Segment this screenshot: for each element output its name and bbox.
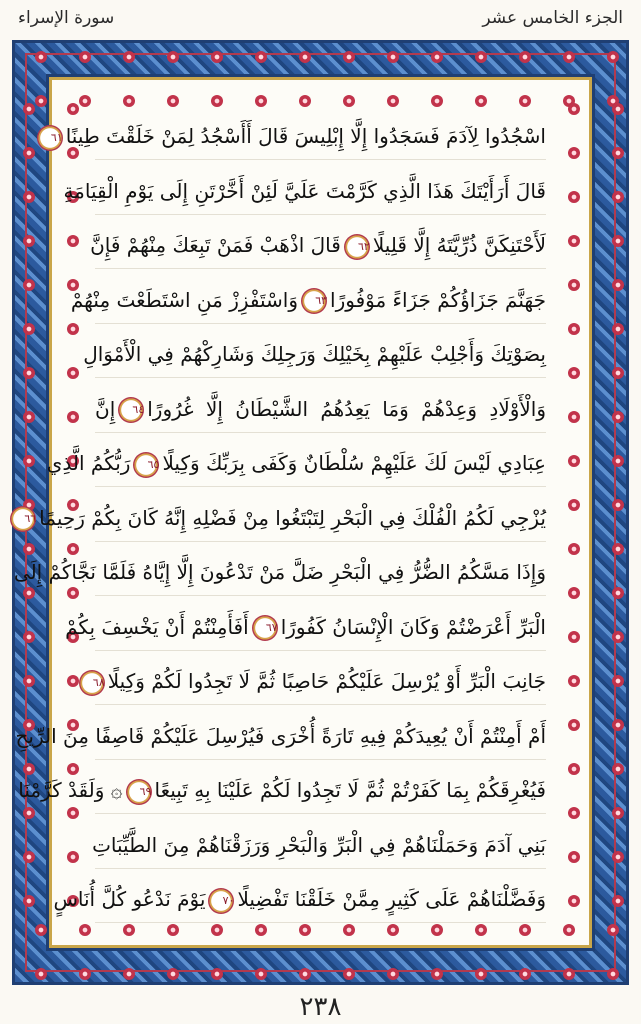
quran-text [13,113,546,933]
border-flower-ornament [612,279,624,291]
border-flower-ornament [568,455,580,467]
border-flower-ornament [23,895,35,907]
border-flower-ornament [519,95,531,107]
ayah-number-marker: ٦٩ [126,779,152,805]
verse-text: عِبَادِي لَيْسَ لَكَ عَلَيْهِمْ سُلْطَانٌ وَكَفَى بِرَبِّكَ وَكِيلًا [162,451,546,475]
border-flower-ornament [23,367,35,379]
text-line [63,168,546,215]
border-flower-ornament [67,235,79,247]
border-flower-ornament [23,235,35,247]
text-line [53,876,546,923]
border-flower-ornament [607,51,619,63]
border-flower-ornament [563,924,575,936]
ayah-number-marker: ٦٥ [133,452,159,478]
border-flower-ornament [568,587,580,599]
border-flower-ornament [123,95,135,107]
verse-text: جَانِبَ الْبَرِّ أَوْ يُرْسِلَ عَلَيْكُمْ حَاصِبًا ثُمَّ لَا تَجِدُوا لَكُمْ وَكِيلًا [107,669,546,693]
border-flower-ornament [607,924,619,936]
border-flower-ornament [612,543,624,555]
text-line [15,713,546,760]
border-flower-ornament [167,95,179,107]
border-flower-ornament [612,323,624,335]
border-flower-ornament [211,51,223,63]
verse-text: يَوْمَ نَدْعُو كُلَّ أُنَاسٍ [53,887,206,911]
border-flower-ornament [23,675,35,687]
border-flower-ornament [255,95,267,107]
verse-text: وَفَضَّلْنَاهُمْ عَلَى كَثِيرٍ مِمَّنْ خَلَقْنَا تَفْضِيلًا [237,887,546,911]
border-flower-ornament [612,719,624,731]
border-flower-ornament [35,95,47,107]
border-flower-ornament [519,51,531,63]
border-flower-ornament [612,147,624,159]
border-flower-ornament [612,411,624,423]
border-flower-ornament [211,95,223,107]
border-flower-ornament [568,147,580,159]
verse-text: جَهَنَّمَ جَزَاؤُكُمْ جَزَاءً مَوْفُورًا [330,287,546,312]
border-flower-ornament [79,51,91,63]
border-flower-ornament [568,631,580,643]
border-flower-ornament [563,968,575,980]
border-flower-ornament [23,455,35,467]
border-flower-ornament [299,51,311,63]
ayah-number-marker: ٦١ [37,125,63,151]
ayah-number-marker: ٧٠ [208,888,234,914]
border-flower-ornament [475,968,487,980]
border-flower-ornament [568,851,580,863]
border-flower-ornament [431,95,443,107]
border-flower-ornament [255,51,267,63]
border-flower-ornament [612,895,624,907]
border-flower-ornament [387,51,399,63]
border-flower-ornament [568,323,580,335]
verse-text: بِصَوْتِكَ وَأَجْلِبْ عَلَيْهِمْ بِخَيْلِكَ وَرَجِلِكَ وَشَارِكْهُمْ فِي الْأَمْوَالِ [83,342,546,366]
border-flower-ornament [568,499,580,511]
border-flower-ornament [612,367,624,379]
border-flower-ornament [612,807,624,819]
border-flower-ornament [568,367,580,379]
page-number: ٢٣٨ [299,992,342,1022]
border-flower-ornament [387,95,399,107]
border-flower-ornament [67,367,79,379]
ayah-number-marker: ٦٣ [301,288,327,314]
verse-text: وَاسْتَفْزِزْ مَنِ اسْتَطَعْتَ مِنْهُمْ [70,287,299,312]
border-flower-ornament [612,499,624,511]
border-flower-ornament [79,968,91,980]
verse-text: بَنِي آدَمَ وَحَمَلْنَاهُمْ فِي الْبَرِّ وَالْبَحْرِ وَرَزَقْنَاهُمْ مِنَ الطَّيِّبَاتِ [92,832,546,857]
border-flower-ornament [431,968,443,980]
border-flower-ornament [612,631,624,643]
border-flower-ornament [67,411,79,423]
border-flower-ornament [123,51,135,63]
border-flower-ornament [67,323,79,335]
border-flower-ornament [343,51,355,63]
border-flower-ornament [612,587,624,599]
border-flower-ornament [343,95,355,107]
border-flower-ornament [23,851,35,863]
verse-text: فَيُغْرِقَكُمْ بِمَا كَفَرْتُمْ ثُمَّ لَا تَجِدُوا لَكُمْ عَلَيْنَا بِهِ تَبِيعًا [154,778,546,802]
text-line [13,549,546,596]
ayah-number-marker: ٦٨ [79,670,105,696]
border-flower-ornament [612,851,624,863]
ayah-number-marker: ٦٧ [252,615,278,641]
verse-text: قَالَ اذْهَبْ فَمَنْ تَبِعَكَ مِنْهُمْ فَإِنَّ [90,233,341,257]
verse-text: أَفَأَمِنْتُمْ أَنْ يَخْسِفَ بِكُمْ [65,614,249,639]
border-flower-ornament [211,968,223,980]
border-flower-ornament [79,924,91,936]
border-flower-ornament [167,51,179,63]
ayah-number-marker: ٦٤ [118,397,144,423]
border-flower-ornament [568,103,580,115]
border-flower-ornament [35,968,47,980]
border-flower-ornament [299,968,311,980]
border-flower-ornament [23,191,35,203]
border-flower-ornament [23,323,35,335]
border-flower-ornament [475,51,487,63]
border-flower-ornament [612,455,624,467]
page-header [0,0,641,40]
verse-text: وَإِذَا مَسَّكُمُ الضُّرُّ فِي الْبَحْرِ ضَلَّ مَنْ تَدْعُونَ إِلَّا إِيَّاهُ فَلَمَّا نَجَّاكُمْ إِلَى [13,560,546,584]
border-flower-ornament [255,968,267,980]
border-flower-ornament [568,675,580,687]
verse-text: ۞ وَلَقَدْ كَرَّمْنَا [18,778,123,802]
text-line [46,440,546,487]
border-flower-ornament [568,763,580,775]
border-flower-ornament [568,279,580,291]
text-line [95,386,546,433]
text-line [18,767,546,814]
text-line [24,495,546,542]
verse-text: إِنَّ [95,396,116,421]
ayah-number-marker: ٦٢ [344,234,370,260]
border-flower-ornament [568,719,580,731]
verse-text: اسْجُدُوا لِآدَمَ فَسَجَدُوا إِلَّا إِبْلِيسَ قَالَ أَأَسْجُدُ لِمَنْ خَلَقْتَ طِينًا [65,124,546,148]
border-flower-ornament [568,235,580,247]
border-flower-ornament [612,235,624,247]
border-flower-ornament [167,968,179,980]
border-flower-ornament [79,95,91,107]
border-flower-ornament [612,763,624,775]
verse-text: قَالَ أَرَأَيْتَكَ هَذَا الَّذِي كَرَّمْتَ عَلَيَّ لَئِنْ أَخَّرْتَنِ إِلَى يَوْمِ الْقِيَامَةِ [63,178,546,203]
border-flower-ornament [67,851,79,863]
border-flower-ornament [612,191,624,203]
border-flower-ornament [568,543,580,555]
border-flower-ornament [607,968,619,980]
text-line [92,658,546,705]
border-flower-ornament [23,411,35,423]
verse-text: الْبَرِّ أَعْرَضْتُمْ وَكَانَ الْإِنْسَانُ كَفُورًا [280,614,546,639]
border-flower-ornament [23,279,35,291]
text-line [50,113,546,160]
border-flower-ornament [299,95,311,107]
border-flower-ornament [612,675,624,687]
text-line [65,604,546,651]
border-flower-ornament [431,51,443,63]
border-flower-ornament [23,631,35,643]
border-flower-ornament [519,968,531,980]
verse-text: رَبُّكُمُ الَّذِي [46,451,131,475]
border-flower-ornament [612,103,624,115]
border-flower-ornament [387,968,399,980]
border-flower-ornament [568,411,580,423]
verse-text: وَالْأَوْلَادِ وَعِدْهُمْ وَمَا يَعِدُهُمُ الشَّيْطَانُ إِلَّا غُرُورًا [147,396,546,421]
ayah-number-marker: ٦٦ [10,506,36,532]
border-flower-ornament [563,51,575,63]
verse-text: لَأَحْتَنِكَنَّ ذُرِّيَّتَهُ إِلَّا قَلِيلًا [372,233,546,257]
border-flower-ornament [123,968,135,980]
text-line [92,822,546,869]
surah-name: سورة الإسراء [18,8,115,28]
border-flower-ornament [568,191,580,203]
border-flower-ornament [568,807,580,819]
border-flower-ornament [475,95,487,107]
border-flower-ornament [35,924,47,936]
border-flower-ornament [35,51,47,63]
border-flower-ornament [568,895,580,907]
text-line [83,331,546,378]
text-line [70,277,546,324]
verse-text: يُزْجِي لَكُمُ الْفُلْكَ فِي الْبَحْرِ لِتَبْتَغُوا مِنْ فَضْلِهِ إِنَّهُ كَانَ بِكُمْ رَحِيمًا [39,505,546,530]
text-line [90,222,546,269]
verse-text: أَمْ أَمِنْتُمْ أَنْ يُعِيدَكُمْ فِيهِ تَارَةً أُخْرَى فَيُرْسِلَ عَلَيْكُمْ قَاصِفًا مِنَ الرِّيحِ [15,723,546,748]
juz-name: الجزء الخامس عشر [482,8,623,28]
border-flower-ornament [343,968,355,980]
